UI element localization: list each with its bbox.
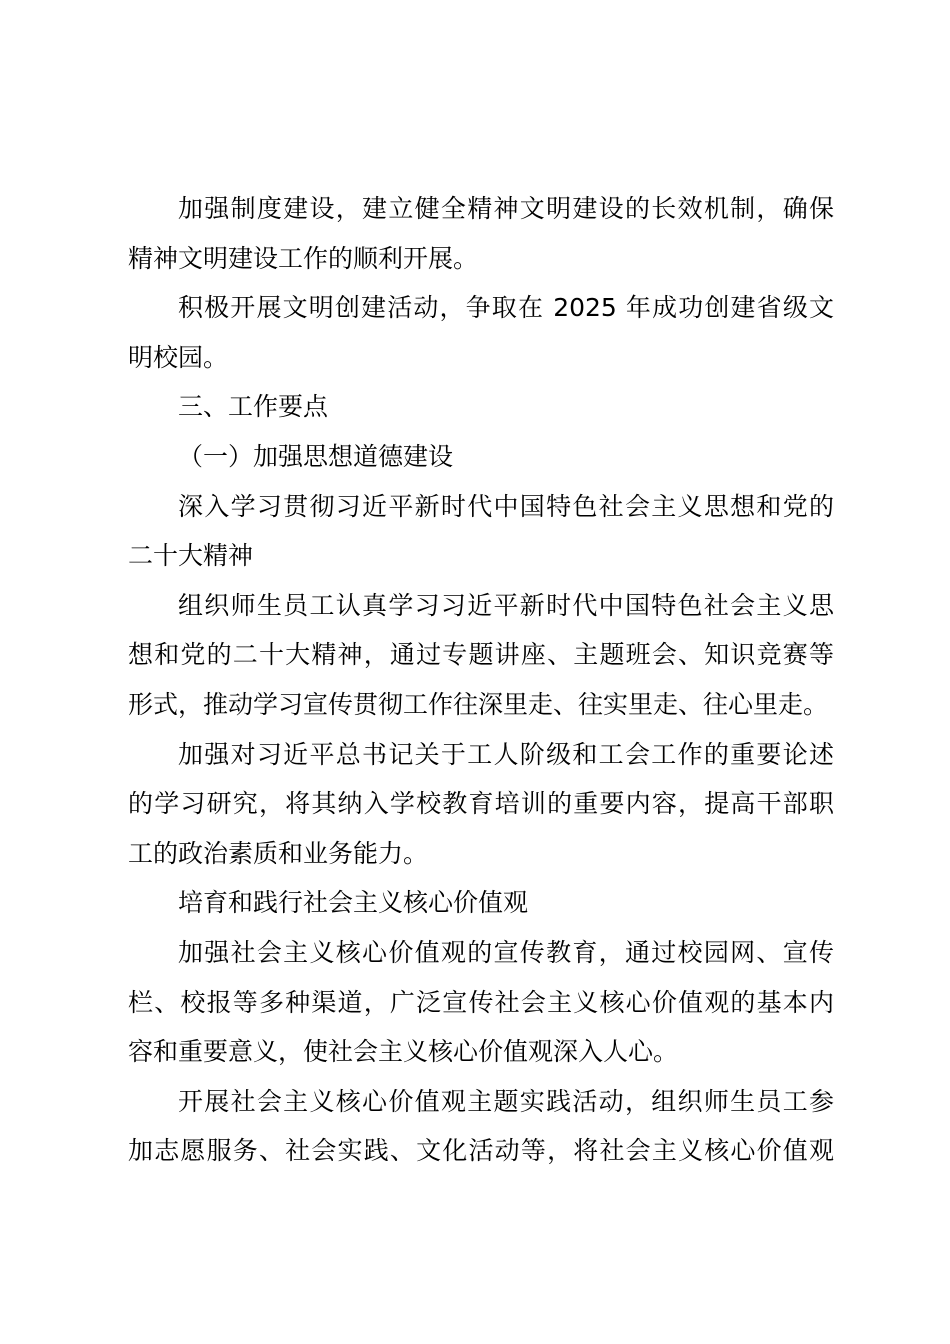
text-line: 加强社会主义核心价值观的宣传教育，通过校园网、宣传 [178,937,834,967]
text-line: 二十大精神 [128,541,254,571]
text-line: 精神文明建设工作的顺利开展。 [128,243,479,273]
subheading-core-values [128,878,834,928]
text-line: 的学习研究，将其纳入学校教育培训的重要内容，提高干部职 [128,789,834,819]
paragraph-study-thought [128,482,834,581]
text-line: 深入学习贯彻习近平新时代中国特色社会主义思想和党的 [178,491,834,521]
text-line: （一）加强思想道德建设 [178,441,454,471]
section-heading-work-points [128,382,834,432]
paragraph-core-values-practice [128,1077,834,1176]
text-line: 加志愿服务、社会实践、文化活动等，将社会主义核心价值观 [128,1136,834,1166]
paragraph-working-class-study [128,730,834,879]
text-line: 积极开展文明创建活动，争取在 2025 年成功创建省级文 [178,293,834,323]
subsection-heading-ideology [128,432,834,482]
text-line: 栏、校报等多种渠道，广泛宣传社会主义核心价值观的基本内 [128,987,834,1017]
paragraph-civilization-campaign [128,283,834,382]
document-page [128,184,834,1176]
paragraph-institution-building [128,184,834,283]
text-line: 三、工作要点 [178,392,329,422]
text-line: 加强对习近平总书记关于工人阶级和工会工作的重要论述 [178,739,834,769]
text-line: 想和党的二十大精神，通过专题讲座、主题班会、知识竞赛等 [128,640,834,670]
text-line: 组织师生员工认真学习习近平新时代中国特色社会主义思 [178,590,834,620]
text-line: 容和重要意义，使社会主义核心价值观深入人心。 [128,1037,679,1067]
text-line: 工的政治素质和业务能力。 [128,838,429,868]
paragraph-organize-study [128,581,834,730]
text-line: 形式，推动学习宣传贯彻工作往深里走、往实里走、往心里走。 [128,689,829,719]
text-line: 明校园。 [128,342,229,372]
text-line: 开展社会主义核心价值观主题实践活动，组织师生员工参 [178,1086,834,1116]
paragraph-core-values-publicity [128,928,834,1077]
text-line: 培育和践行社会主义核心价值观 [178,888,529,918]
text-line: 加强制度建设，建立健全精神文明建设的长效机制，确保 [178,194,834,223]
